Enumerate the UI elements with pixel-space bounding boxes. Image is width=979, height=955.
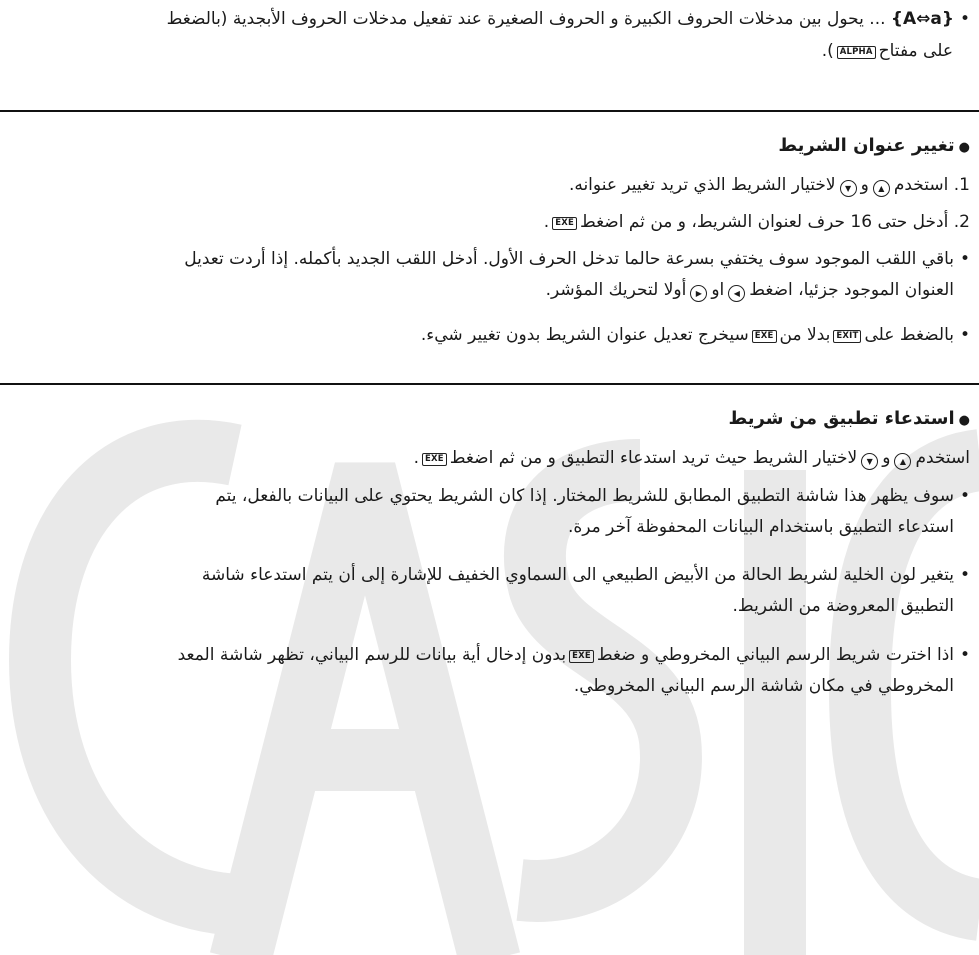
rename-step-1-text-a: 1. استخدم <box>893 175 970 195</box>
cursor-up-key-icon: ▲ <box>873 180 890 197</box>
rename-bullet-1-line-1: باقي اللقب الموجود سوف يختفي بسرعة حالما تدخل الحرف الأول. أدخل اللقب الجديد بأكمله. إذا أردت تعديل <box>184 249 954 269</box>
rename-step-2-text-a: 2. أدخل حتى 16 حرف لعنوان الشريط، و من ثم اضغط <box>579 212 970 232</box>
case-toggle-line2-end: ). <box>821 41 834 61</box>
exe-key-icon: EXE <box>752 330 777 343</box>
rename-step-2-text-b: . <box>543 212 550 232</box>
case-toggle-text: ... يحول بين مدخلات الحروف الكبيرة و الحروف الصغيرة عند تفعيل مدخلات الحروف الأبجدية (بالضغط <box>166 9 886 29</box>
cursor-left-key-icon: ◀ <box>728 285 745 302</box>
cursor-down-key-icon: ▼ <box>840 180 857 197</box>
recall-bullet-2 <box>202 560 970 591</box>
exit-key-icon: EXIT <box>833 330 861 343</box>
cursor-up-key-icon: ▲ <box>894 453 911 470</box>
alpha-key-icon: ALPHA <box>837 46 876 59</box>
exe-key-icon: EXE <box>422 453 447 466</box>
rename-bullet-1-cont <box>546 275 954 305</box>
recall-bullet-3 <box>178 640 970 671</box>
rename-bullet-2 <box>421 320 970 351</box>
cursor-right-key-icon: ▶ <box>690 285 707 302</box>
recall-intro-text-d: . <box>413 448 420 468</box>
recall-bullet-2-line-1: يتغير لون الخلية لشريط الحالة من الأبيض الطبيعي الى السماوي الخفيف للإشارة إلى أن يتم استدعاء شاشة <box>201 565 954 585</box>
recall-intro-text-b: و <box>882 448 891 468</box>
case-toggle-bullet <box>167 4 970 35</box>
rename-step-1 <box>569 170 970 200</box>
section-divider-2 <box>0 383 979 385</box>
rename-step-2 <box>544 207 970 237</box>
rename-bullet-1-line-2c: أولا لتحريك المؤشر. <box>545 280 687 300</box>
recall-bullet-3-text-a: اذا اخترت شريط الرسم البياني المخروطي و ضغط <box>596 645 954 665</box>
case-toggle-continuation <box>822 36 953 66</box>
rename-bullet-2-text-a: بالضغط على <box>864 325 954 345</box>
recall-bullet-3-text-b: بدون إدخال أية بيانات للرسم البياني، تظهر شاشة المعد <box>177 645 567 665</box>
rename-bullet-2-text-c: سيخرج تعديل عنوان الشريط بدون تغيير شيء. <box>420 325 749 345</box>
rename-bullet-1-line-2a: العنوان الموجود جزئيا، اضغط <box>749 280 954 300</box>
recall-bullet-2-cont: التطبيق المعروضة من الشريط. <box>732 596 954 616</box>
exe-key-icon: EXE <box>569 650 594 663</box>
rename-heading: ● تغيير عنوان الشريط <box>778 131 970 163</box>
recall-intro <box>414 443 970 473</box>
case-toggle-code: {A⇔a} <box>890 9 954 29</box>
recall-bullet-1 <box>215 481 970 512</box>
recall-bullet-1-line-1: سوف يظهر هذا شاشة التطبيق المطابق للشريط المختار. إذا كان الشريط يحتوي على البيانات بالفعل، يتم <box>215 486 954 506</box>
recall-heading: ● استدعاء تطبيق من شريط <box>728 404 970 436</box>
cursor-down-key-icon: ▼ <box>861 453 878 470</box>
recall-intro-text-c: لاختيار الشريط حيث تريد استدعاء التطبيق و من ثم اضغط <box>449 448 858 468</box>
exe-key-icon: EXE <box>552 217 577 230</box>
rename-bullet-1 <box>184 244 970 275</box>
section-divider-1 <box>0 110 979 112</box>
rename-bullet-1-line-2b: او <box>711 280 725 300</box>
recall-intro-text-a: استخدم <box>915 448 970 468</box>
recall-bullet-1-cont: استدعاء التطبيق باستخدام البيانات المحفوظة آخر مرة. <box>567 517 954 537</box>
case-toggle-line2-text: على مفتاح <box>878 41 953 61</box>
rename-bullet-2-text-b: بدلا من <box>779 325 831 345</box>
recall-bullet-3-cont: المخروطي في مكان شاشة الرسم البياني المخروطي. <box>573 676 954 696</box>
rename-step-1-text-b: و <box>860 175 869 195</box>
rename-step-1-text-c: لاختيار الشريط الذي تريد تغيير عنوانه. <box>568 175 836 195</box>
